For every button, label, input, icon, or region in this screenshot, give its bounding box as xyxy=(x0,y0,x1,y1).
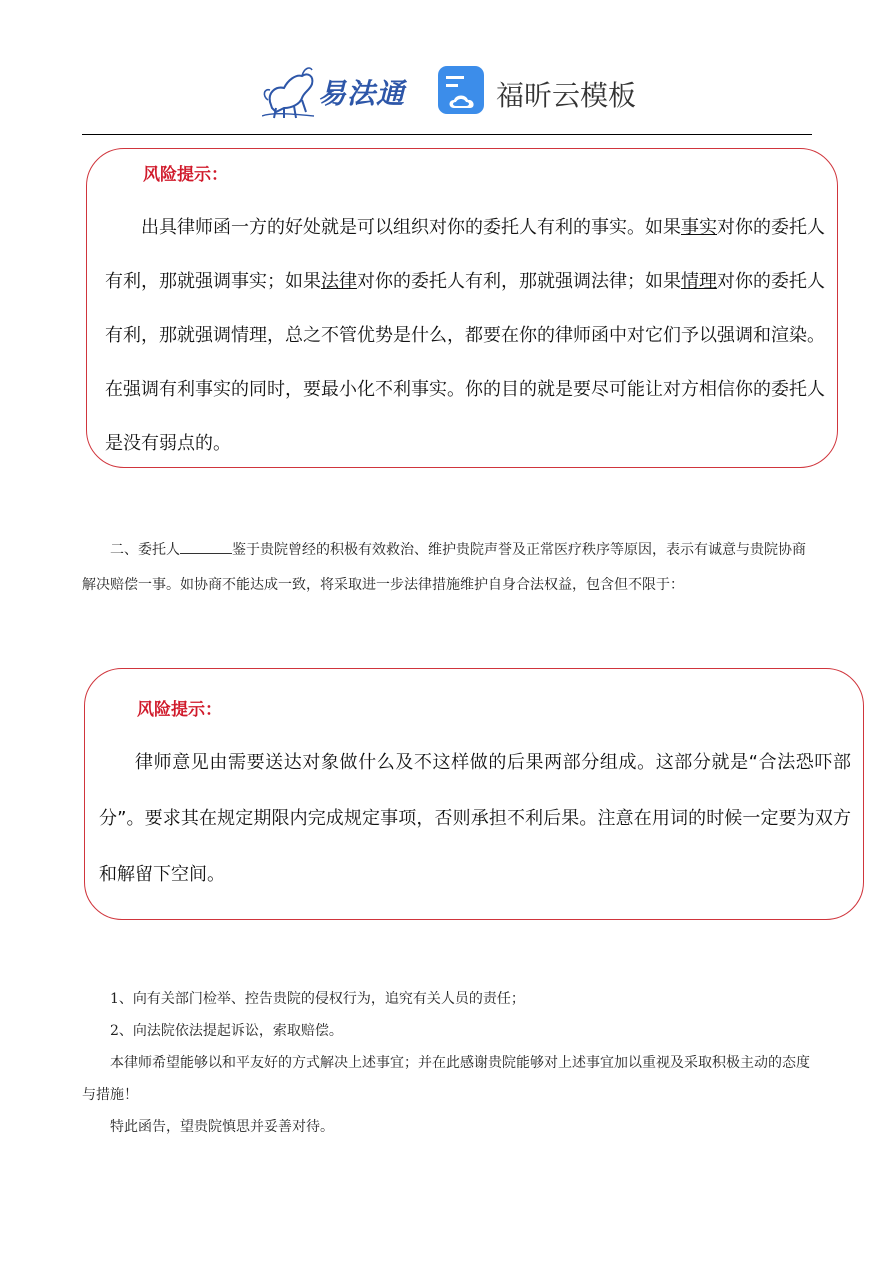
fuxin-template-logo xyxy=(436,64,636,118)
section-two-prefix: 二、委托人 xyxy=(110,542,180,558)
risk-text: 对你的委托人有利，那就强调事实；如果 xyxy=(105,217,825,292)
client-name-blank[interactable] xyxy=(180,539,232,554)
fuxin-brand-text: 福昕云模板 xyxy=(496,79,637,112)
risk-text: 对你的委托人有利，那就强调情理，总之不管优势是什么，都要在你的律师函中对它们予以强调和渲染。在强调有利事实的同时，要最小化不利事实。你的目的就是要尽可能让对方相信你的委托人是没有弱点的。 xyxy=(105,271,825,454)
risk-text: 出具律师函一方的好处就是可以组织对你的委托人有利的事实。如果 xyxy=(141,217,681,238)
cloud-document-icon xyxy=(436,64,488,116)
header-divider xyxy=(82,134,812,135)
list-item: 2、向法院依法提起诉讼，索取赔偿。 xyxy=(110,1023,343,1039)
risk-tip-title: 风险提示： xyxy=(137,700,222,720)
closing-paragraph: 本律师希望能够以和平友好的方式解决上述事宜；并在此感谢贵院能够对上述事宜加以重视及采取积极主动的态度与措施！ xyxy=(82,1055,810,1103)
risk-tip-box-2 xyxy=(84,668,864,920)
page-header xyxy=(0,58,893,128)
risk-text: 对你的委托人有利，那就强调法律；如果 xyxy=(357,271,681,292)
risk-tip-body xyxy=(99,735,851,903)
risk-tip-title: 风险提示： xyxy=(143,165,228,185)
risk-tip-box xyxy=(86,148,838,468)
section-two-text: 鉴于贵院曾经的积极有效救治、维护贵院声誉及正常医疗秩序等原因，表示有诚意与贵院协商解决赔偿一事。如协商不能达成一致，将采取进一步法律措施维护自身合法权益，包含但不限于： xyxy=(82,542,806,593)
measures-list xyxy=(82,983,812,1143)
risk-text: 律师意见由需要送达对象做什么及不这样做的后果两部分组成。这部分就是“合法恐吓部分”。要求其在规定期限内完成规定事项，否则承担不利后果。注意在用词的时候一定要为双方和解留下空间。 xyxy=(99,752,851,885)
qilin-icon xyxy=(262,62,318,120)
underlined-term: 情理 xyxy=(681,271,717,292)
underlined-term: 事实 xyxy=(681,217,717,238)
underlined-term: 法律 xyxy=(321,271,357,292)
yifatong-brand-text: 易法通 xyxy=(318,77,406,110)
section-two-paragraph xyxy=(82,533,812,603)
closing-line: 特此函告，望贵院慎思并妥善对待。 xyxy=(110,1119,334,1135)
yifatong-logo xyxy=(262,62,412,120)
risk-tip-body xyxy=(105,201,825,471)
list-item: 1、向有关部门检举、控告贵院的侵权行为，追究有关人员的责任； xyxy=(110,991,525,1007)
